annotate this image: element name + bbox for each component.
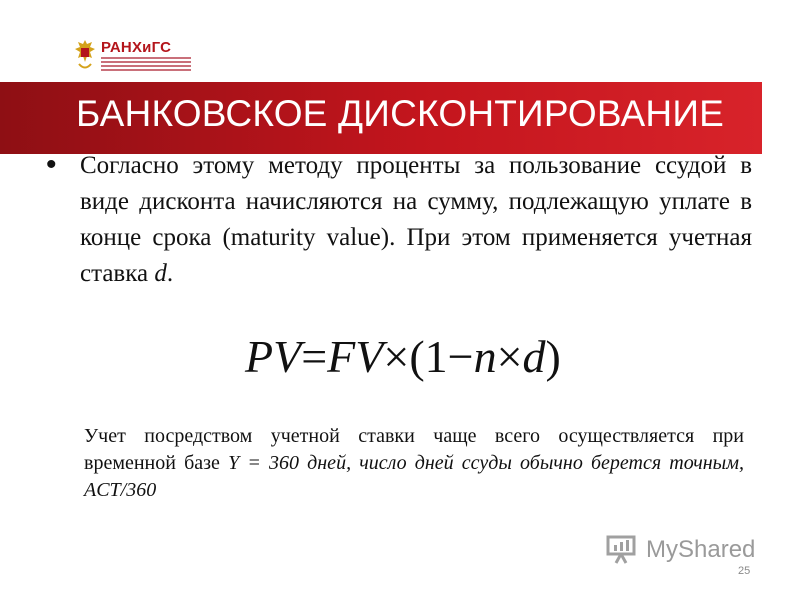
eagle-emblem-icon [74,38,96,72]
formula-minus: − [447,331,474,382]
watermark-text: MyShared [646,536,756,563]
myshared-watermark [606,532,766,568]
logo-subtitle-lines [101,57,191,73]
note-plain: Учет посредством учетной ставки чаще всего осуществляется при временной базе [84,425,744,474]
formula-n: n [473,331,497,382]
ranepa-logo [74,38,194,74]
page-number: 25 [738,565,751,577]
formula-times-1: × [383,331,410,382]
formula-times-2: × [496,331,523,382]
discount-formula [245,330,561,383]
bullet-text: Согласно этому методу проценты за пользование ссудой в виде дисконта начисляются на сумму, подлежащую уплате в конце срока (maturity value). При этом применяется учетная ставка [80,152,752,287]
formula-pv: PV [245,331,302,382]
formula-fv: FV [327,331,384,382]
formula-eq: = [301,331,328,382]
formula-open: (1 [409,331,448,382]
logo-name: РАНХиГС [101,39,172,56]
note-paragraph [84,423,744,504]
bullet-marker: • [46,148,57,181]
formula-d: d [522,331,546,382]
formula-close: ) [545,331,561,382]
slide-title: БАНКОВСКОЕ ДИСКОНТИРОВАНИЕ [76,93,725,134]
bullet-variable: d [154,260,167,287]
presentation-icon [606,534,638,564]
note-italic: Y = 360 дней, число дней ссуды обычно берется точным, ACT/360 [84,452,744,501]
bullet-paragraph [80,148,752,292]
bullet-end: . [166,260,174,287]
